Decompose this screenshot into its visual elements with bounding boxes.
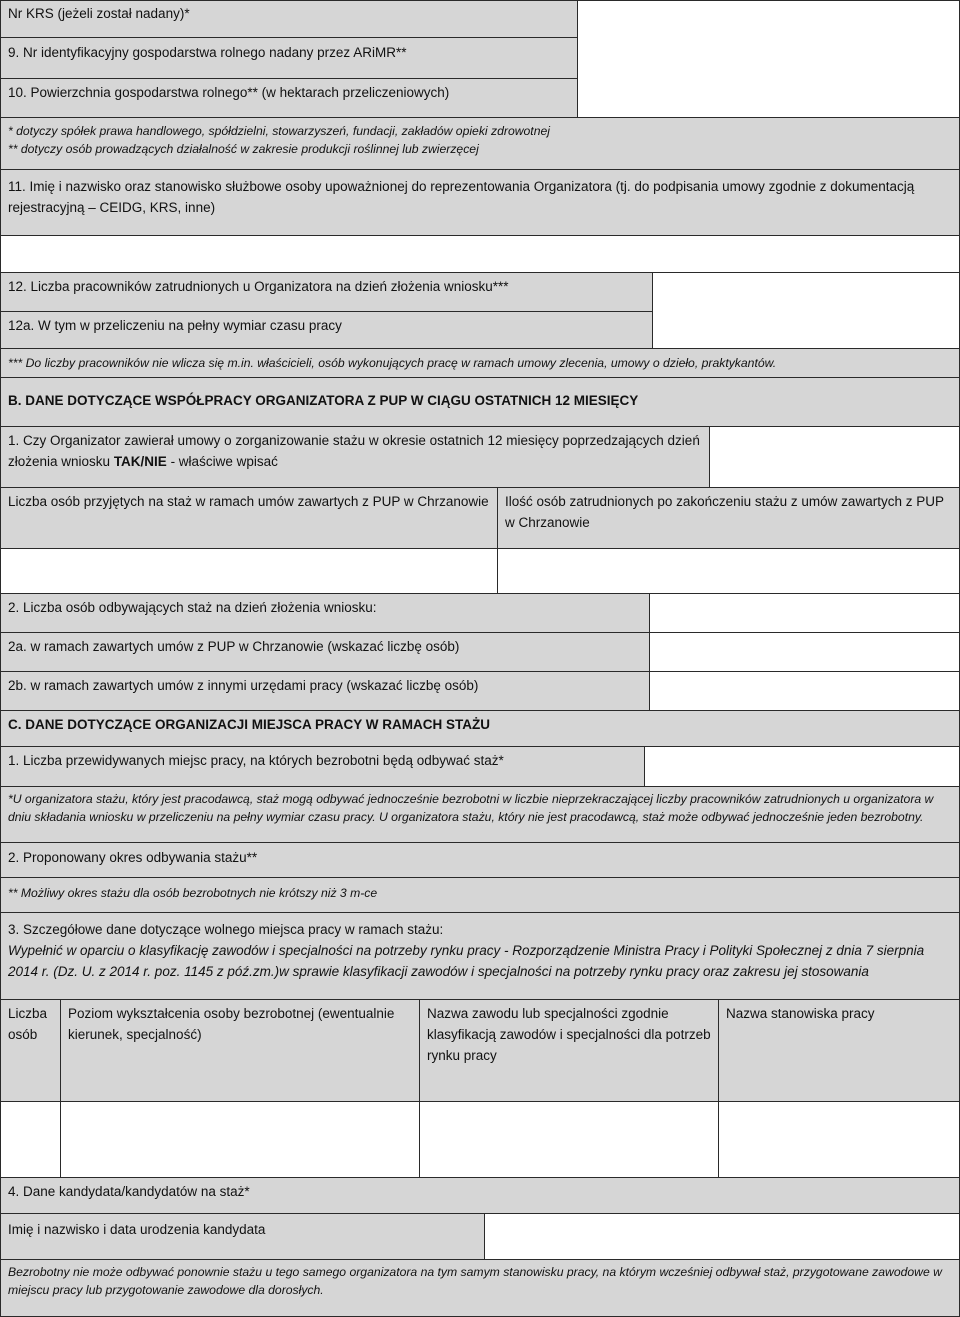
- b-col-right-cell: [497, 487, 960, 549]
- c-table-header-occupation-label: Nazwa zawodu lub specjalności zgodnie klasyfikacją zawodów i specjalności dla potrzeb rynku pracy: [427, 1006, 711, 1063]
- c-table-count-input[interactable]: [0, 1101, 61, 1178]
- b-q2b-label-cell: [0, 671, 650, 711]
- c-table-header-position-label: Nazwa stanowiska pracy: [726, 1006, 875, 1021]
- q12a-label: 12a. W tym w przeliczeniu na pełny wymiar czasu pracy: [8, 318, 342, 333]
- q11-input[interactable]: [0, 235, 960, 273]
- krs-arimr-area-input[interactable]: [577, 0, 960, 118]
- c-q3-cell: [0, 912, 960, 1000]
- b-q2-input[interactable]: [649, 593, 960, 633]
- c-candidate-label-cell: [0, 1213, 485, 1260]
- c-table-header-education: [60, 999, 420, 1102]
- q12-label-cell: [0, 272, 653, 312]
- c-note-period: ** Możliwy okres stażu dla osób bezrobotnych nie krótszy niż 3 m-ce: [8, 886, 378, 900]
- c-table-position-input[interactable]: [718, 1101, 960, 1178]
- b-q1-label-bold: TAK/NIE: [113, 454, 167, 469]
- c-note-employer: *U organizatora stażu, który jest pracodawcą, staż mogą odbywać jednocześnie bezrobotni w liczbie nieprzekraczającej liczby pracowników zatrudnionych u organizatora w dniu składania wniosku w przeliczeniu na pełny wymiar czasu pracy. U organizatora stażu, który nie jest pracodawcą, staż może odbywać jednocześnie jeden bezrobotny.: [8, 792, 934, 824]
- b-col-right-input[interactable]: [497, 548, 960, 594]
- b-q2a-input[interactable]: [649, 632, 960, 672]
- b-q2b-label: 2b. w ramach zawartych umów z innymi urzędami pracy (wskazać liczbę osób): [8, 678, 479, 693]
- b-col-left-cell: [0, 487, 498, 549]
- c-q3-note: Wypełnić w oparciu o klasyfikację zawodów i specjalności na potrzeby rynku pracy - Rozporządzenie Ministra Pracy i Polityki Społecznej z dnia 7 sierpnia 2014 r. (Dz. U. z 2014 r. poz. 1145 z póź.zm.)w sprawie klasyfikacji zawodów i specjalności na potrzeby rynku pracy oraz zakresu jej stosowania: [8, 943, 925, 979]
- section-b-heading: B. DANE DOTYCZĄCE WSPÓŁPRACY ORGANIZATORA Z PUP W CIĄGU OSTATNICH 12 MIESIĘCY: [8, 393, 639, 408]
- b-col-left-label: Liczba osób przyjętych na staż w ramach umów zawartych z PUP w Chrzanowie: [8, 494, 489, 509]
- note-farms: ** dotyczy osób prowadzących działalność w zakresie produkcji roślinnej lub zwierzęcej: [8, 142, 479, 156]
- c-q4-label-cell: [0, 1177, 960, 1214]
- c-table-occupation-input[interactable]: [419, 1101, 719, 1178]
- q11-label: 11. Imię i nazwisko oraz stanowisko służbowe osoby upoważnionej do reprezentowania Organizatora (tj. do podpisania umowy zgodnie z dokumentacją rejestracyjną – CEIDG, KRS, inne): [8, 179, 915, 215]
- area-label: 10. Powierzchnia gospodarstwa rolnego** (w hektarach przeliczeniowych): [8, 85, 450, 100]
- q12-label: 12. Liczba pracowników zatrudnionych u Organizatora na dzień złożenia wniosku***: [8, 279, 509, 294]
- b-q2-label: 2. Liczba osób odbywających staż na dzień złożenia wniosku:: [8, 600, 377, 615]
- note-employees: *** Do liczby pracowników nie wlicza się m.in. właścicieli, osób wykonujących pracę w ramach umowy zlecenia, umowy o dzieło, praktykantów.: [8, 356, 777, 370]
- c-table-header-count-label: Liczba osób: [8, 1006, 48, 1042]
- arimr-label: 9. Nr identyfikacyjny gospodarstwa rolnego nadany przez ARiMR**: [8, 45, 407, 60]
- c-table-education-input[interactable]: [60, 1101, 420, 1178]
- b-col-right-label: Ilość osób zatrudnionych po zakończeniu stażu z umów zawartych z PUP w Chrzanowie: [505, 494, 944, 530]
- notes-a-cell: [0, 117, 960, 170]
- arimr-label-cell: [0, 37, 578, 79]
- b-q1-label-pre: 1. Czy Organizator zawierał umowy o zorganizowanie stażu w okresie ostatnich 12 miesięcy poprzedzających dzień złożenia wniosku: [8, 433, 700, 469]
- b-q1-label-post: - właściwe wpisać: [166, 454, 278, 469]
- b-col-left-input[interactable]: [0, 548, 498, 594]
- c-q4-label: 4. Dane kandydata/kandydatów na staż*: [8, 1184, 250, 1199]
- c-candidate-label: Imię i nazwisko i data urodzenia kandydata: [8, 1222, 266, 1237]
- c-candidate-input[interactable]: [484, 1213, 960, 1260]
- c-q1-label: 1. Liczba przewidywanych miejsc pracy, na których bezrobotni będą odbywać staż*: [8, 753, 504, 768]
- c-table-header-position: [718, 999, 960, 1102]
- c-table-header-count: [0, 999, 61, 1102]
- c-note-repeat: Bezrobotny nie może odbywać ponownie stażu u tego samego organizatora na tym samym stanowisku pracy, na którym wcześniej odbywał staż, przygotowane zawodowe w miejscu pracy lub przygotowanie zawodowe dla dorosłych.: [8, 1265, 942, 1297]
- krs-label: Nr KRS (jeżeli został nadany)*: [8, 6, 190, 21]
- note-employees-cell: [0, 348, 960, 378]
- q11-label-cell: [0, 169, 960, 236]
- c-q1-input[interactable]: [644, 746, 960, 787]
- q12-input[interactable]: [652, 272, 960, 349]
- area-label-cell: [0, 78, 578, 118]
- section-c-heading-cell: [0, 710, 960, 747]
- section-c-heading: C. DANE DOTYCZĄCE ORGANIZACJI MIEJSCA PRACY W RAMACH STAŻU: [8, 717, 491, 732]
- c-table-header-occupation: [419, 999, 719, 1102]
- b-q2-label-cell: [0, 593, 650, 633]
- c-q2-label-cell: [0, 842, 960, 878]
- c-q1-label-cell: [0, 746, 645, 787]
- c-note-1-cell: [0, 786, 960, 843]
- b-q2a-label: 2a. w ramach zawartych umów z PUP w Chrzanowie (wskazać liczbę osób): [8, 639, 460, 654]
- b-q2b-input[interactable]: [649, 671, 960, 711]
- b-q2a-label-cell: [0, 632, 650, 672]
- c-note-2-cell: [0, 877, 960, 913]
- b-q1-input[interactable]: [709, 426, 960, 488]
- c-note-3-cell: [0, 1259, 960, 1317]
- c-table-header-education-label: Poziom wykształcenia osoby bezrobotnej (ewentualnie kierunek, specjalność): [68, 1006, 395, 1042]
- c-q3-label: 3. Szczegółowe dane dotyczące wolnego miejsca pracy w ramach stażu:: [8, 922, 444, 937]
- section-b-heading-cell: [0, 377, 960, 427]
- q12a-label-cell: [0, 311, 653, 349]
- b-q1-label-cell: [0, 426, 710, 488]
- note-companies: * dotyczy spółek prawa handlowego, spółdzielni, stowarzyszeń, fundacji, zakładów opieki zdrowotnej: [8, 124, 550, 138]
- c-q2-label: 2. Proponowany okres odbywania stażu**: [8, 850, 258, 865]
- krs-label-cell: [0, 0, 578, 38]
